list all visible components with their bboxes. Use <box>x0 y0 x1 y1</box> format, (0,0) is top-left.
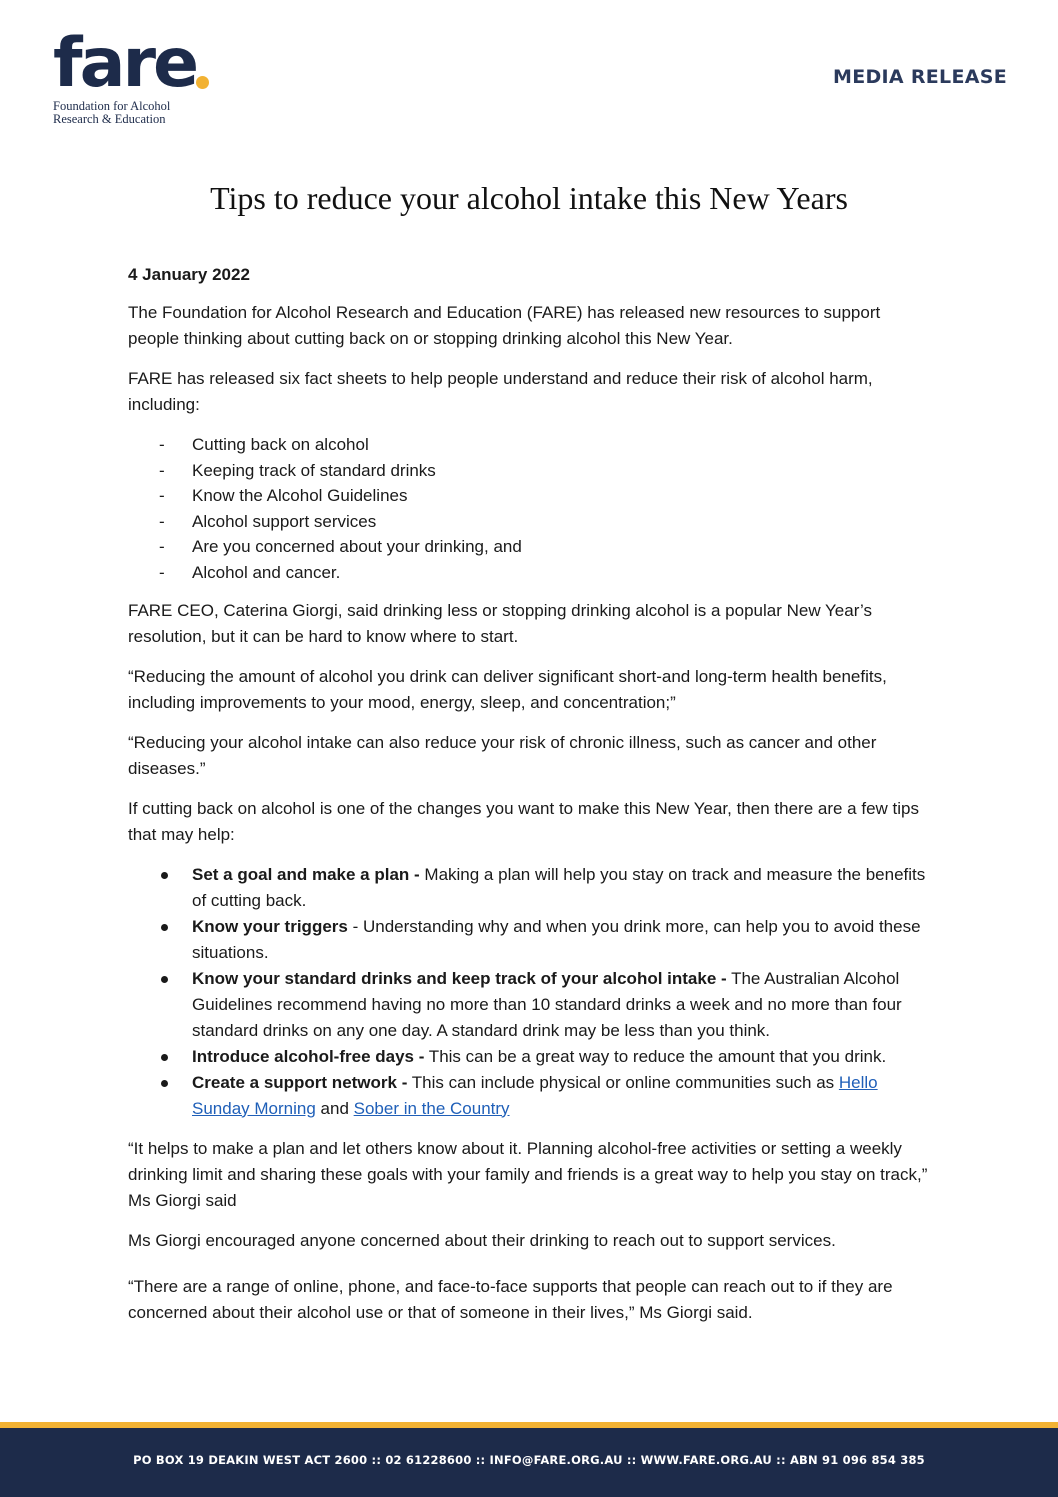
tip-text: Making a plan will help you stay on track and measure the benefits of cutting back. <box>192 864 926 910</box>
list-item: - Know the Alcohol Guidelines <box>128 483 928 509</box>
release-date: 4 January 2022 <box>128 265 250 284</box>
tip-heading: Know your standard drinks and keep track of your alcohol intake - <box>192 968 727 988</box>
page-title: Tips to reduce your alcohol intake this New Years <box>210 180 848 216</box>
logo-wordmark: fare <box>53 33 196 95</box>
tip-item <box>128 1070 928 1122</box>
fare-logo <box>53 24 197 126</box>
tip-item <box>128 862 928 914</box>
footer-contact-bar <box>0 1428 1058 1497</box>
tip-heading: Set a goal and make a plan - <box>192 864 420 884</box>
list-item: - Alcohol and cancer. <box>128 560 928 586</box>
tip-heading: Know your triggers <box>192 916 348 936</box>
tip-text: - Understanding why and when you drink more, can help you to avoid these situations. <box>192 916 921 962</box>
quote-benefits: “Reducing the amount of alcohol you drink can deliver significant short-and long-term health benefits, including improvements to your mood, energy, sleep, and concentration;” <box>128 666 887 712</box>
list-item: - Keeping track of standard drinks <box>128 458 928 484</box>
tips-list <box>128 862 928 1122</box>
list-item: - Are you concerned about your drinking, and <box>128 534 928 560</box>
tip-text-connector: and <box>315 1098 354 1118</box>
media-release-label: MEDIA RELEASE <box>832 66 1007 88</box>
footer-contact-text: PO BOX 19 DEAKIN WEST ACT 2600 :: 02 61228600 :: INFO@FARE.ORG.AU :: WWW.FARE.ORG.AU :: ABN 91 096 854 385 <box>133 1453 925 1467</box>
tip-heading: Create a support network - <box>192 1072 408 1092</box>
quote-supports: “There are a range of online, phone, and face-to-face supports that people can reach out to if they are concerned about their alcohol use or that of someone in their lives,” Ms Giorgi said. <box>128 1276 893 1322</box>
quote-make-a-plan: “It helps to make a plan and let others know about it. Planning alcohol-free activities or setting a weekly drinking limit and sharing these goals with your family and friends is a great way to help you stay on track,” Ms Giorgi said <box>128 1138 928 1210</box>
paragraph-intro: The Foundation for Alcohol Research and Education (FARE) has released new resources to support people thinking about cutting back on or stopping drinking alcohol this New Year. <box>128 303 881 348</box>
sober-in-the-country-link[interactable]: Sober in the Country <box>353 1098 510 1118</box>
logo-subtitle-line-1: Foundation for Alcohol <box>53 99 171 113</box>
logo-subtitle <box>53 100 193 125</box>
list-item: - Alcohol support services <box>128 509 928 535</box>
tip-text: The Australian Alcohol Guidelines recommend having no more than 10 standard drinks a week and no more than four standard drinks on any one day. A standard drink may be less than you think. <box>192 968 902 1040</box>
paragraph-ceo: FARE CEO, Caterina Giorgi, said drinking less or stopping drinking alcohol is a popular New Year’s resolution, but it can be hard to know where to start. <box>128 600 872 646</box>
paragraph-support-services: Ms Giorgi encouraged anyone concerned about their drinking to reach out to support services. <box>128 1230 836 1250</box>
paragraph-tips-intro: If cutting back on alcohol is one of the changes you want to make this New Year, then there are a few tips that may help: <box>128 798 919 844</box>
tip-text: This can be a great way to reduce the amount that you drink. <box>424 1046 887 1066</box>
hello-sunday-morning-link[interactable]: Hello Sunday Morning <box>192 1072 878 1118</box>
document-body <box>128 262 928 1340</box>
fact-sheet-list <box>128 432 928 586</box>
tip-text: This can include physical or online communities such as <box>407 1072 839 1092</box>
tip-item <box>128 914 928 966</box>
logo-subtitle-line-2: Research & Education <box>53 111 166 126</box>
tip-item <box>128 966 928 1044</box>
quote-chronic-illness: “Reducing your alcohol intake can also reduce your risk of chronic illness, such as cancer and other diseases.” <box>128 732 877 778</box>
tip-heading: Introduce alcohol-free days - <box>192 1046 425 1066</box>
list-item: - Cutting back on alcohol <box>128 432 928 458</box>
tip-item <box>128 1044 928 1070</box>
paragraph-fact-sheets: FARE has released six fact sheets to help people understand and reduce their risk of alcohol harm, including: <box>128 369 873 414</box>
logo-dot <box>196 76 209 89</box>
